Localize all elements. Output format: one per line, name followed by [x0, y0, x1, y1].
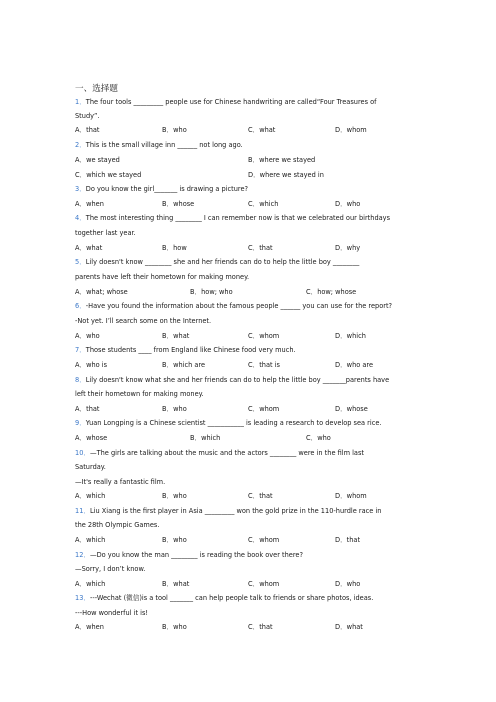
q8-option-d[interactable]: D．whose: [335, 405, 368, 413]
q6-option-d[interactable]: D．which: [335, 332, 366, 340]
q4-option-b[interactable]: B．how: [162, 244, 187, 252]
q9-option-c[interactable]: C．who: [306, 434, 331, 442]
q7-option-b[interactable]: B．which are: [162, 361, 206, 369]
q2-option-b[interactable]: B．where we stayed: [248, 156, 316, 164]
q1-option-b[interactable]: B．who: [162, 126, 187, 134]
q12-option-a[interactable]: A．which: [75, 580, 106, 588]
q3-option-c[interactable]: C．which: [248, 200, 279, 208]
q11-option-b[interactable]: B．who: [162, 536, 187, 544]
question-12-line-1: 12．—Do you know the man ________ is reading the book over there?: [75, 551, 303, 559]
q10-option-b[interactable]: B．who: [162, 492, 187, 500]
q11-option-d[interactable]: D．that: [335, 536, 361, 544]
question-5-line-1: 5．Lily doesn't know ________ she and her friends can do to help the little boy ________: [75, 258, 360, 266]
question-8-line-2: left their hometown for making money.: [75, 390, 204, 398]
question-number: 2．: [75, 141, 86, 149]
q6-option-b[interactable]: B．what: [162, 332, 190, 340]
q12-option-b[interactable]: B．what: [162, 580, 190, 588]
q4-option-a[interactable]: A．what: [75, 244, 103, 252]
question-number: 6．: [75, 302, 86, 310]
q7-option-c[interactable]: C．that is: [248, 361, 280, 369]
q3-option-b[interactable]: B．whose: [162, 200, 195, 208]
question-10-line-3: —It's really a fantastic film.: [75, 478, 166, 486]
question-10-line-1: 10．—The girls are talking about the music and the actors ________ were in the film last: [75, 449, 364, 457]
q10-option-a[interactable]: A．which: [75, 492, 106, 500]
q12-option-d[interactable]: D．who: [335, 580, 361, 588]
q2-option-d[interactable]: D．where we stayed in: [248, 171, 324, 179]
question-number: 10．: [75, 449, 90, 457]
q13-option-c[interactable]: C．that: [248, 623, 273, 631]
q3-option-d[interactable]: D．who: [335, 200, 361, 208]
q7-option-d[interactable]: D．who are: [335, 361, 374, 369]
q10-option-c[interactable]: C．that: [248, 492, 273, 500]
question-number: 12．: [75, 551, 90, 559]
q6-option-a[interactable]: A．who: [75, 332, 100, 340]
q8-option-b[interactable]: B．who: [162, 405, 187, 413]
q10-option-d[interactable]: D．whom: [335, 492, 367, 500]
question-1-line-1: 1．The four tools _________ people use for Chinese handwriting are called“Four Treasures of: [75, 98, 377, 106]
question-4-line-1: 4．The most interesting thing ________ I can remember now is that we celebrated our birthdays: [75, 214, 391, 222]
question-6-line-2: -Not yet. I’ll search some on the Internet.: [75, 317, 212, 325]
q1-option-a[interactable]: A．that: [75, 126, 100, 134]
question-1-line-2: Study”.: [75, 112, 100, 120]
question-5-line-2: parents have left their hometown for making money.: [75, 273, 250, 281]
q5-option-a[interactable]: A．what; whose: [75, 288, 128, 296]
question-3-line-1: 3．Do you know the girl_______ is drawing a picture?: [75, 185, 249, 193]
q1-option-d[interactable]: D．whom: [335, 126, 367, 134]
question-10-line-2: Saturday.: [75, 463, 106, 471]
q5-option-c[interactable]: C．how; whose: [306, 288, 357, 296]
q3-option-a[interactable]: A．when: [75, 200, 104, 208]
question-8-line-1: 8．Lily doesn't know what she and her friends can do to help the little boy _______parents have: [75, 376, 390, 384]
q9-option-b[interactable]: B．which: [190, 434, 221, 442]
q9-option-a[interactable]: A．whose: [75, 434, 108, 442]
question-11-line-2: the 28th Olympic Games.: [75, 521, 160, 529]
question-11-line-1: 11．Liu Xiang is the first player in Asia _________ won the gold prize in the 110-hurdle race in: [75, 507, 382, 515]
question-number: 13．: [75, 594, 90, 602]
question-12-line-2: —Sorry, I don’t know.: [75, 565, 146, 573]
q6-option-c[interactable]: C．whom: [248, 332, 280, 340]
q4-option-d[interactable]: D．why: [335, 244, 361, 252]
question-13-line-2: ---How wonderful it is!: [75, 609, 149, 617]
q13-option-a[interactable]: A．when: [75, 623, 104, 631]
question-number: 4．: [75, 214, 86, 222]
question-number: 3．: [75, 185, 86, 193]
q2-option-a[interactable]: A．we stayed: [75, 156, 120, 164]
q12-option-c[interactable]: C．whom: [248, 580, 280, 588]
question-number: 5．: [75, 258, 86, 266]
question-9-line-1: 9．Yuan Longping is a Chinese scientist ___________ is leading a research to develop sea rice.: [75, 419, 382, 427]
q11-option-c[interactable]: C．whom: [248, 536, 280, 544]
question-number: 11．: [75, 507, 90, 515]
q4-option-c[interactable]: C．that: [248, 244, 273, 252]
question-2-line-1: 2．This is the small village inn ______ not long ago.: [75, 141, 243, 149]
question-number: 1．: [75, 98, 86, 106]
q11-option-a[interactable]: A．which: [75, 536, 106, 544]
question-number: 7．: [75, 346, 86, 354]
q1-option-c[interactable]: C．what: [248, 126, 276, 134]
q5-option-b[interactable]: B．how; who: [190, 288, 233, 296]
q13-option-d[interactable]: D．what: [335, 623, 363, 631]
question-number: 9．: [75, 419, 86, 427]
q8-option-a[interactable]: A．that: [75, 405, 100, 413]
q7-option-a[interactable]: A．who is: [75, 361, 108, 369]
q13-option-b[interactable]: B．who: [162, 623, 187, 631]
section-title: 一、选择题: [75, 84, 118, 94]
question-13-line-1: 13．---Wechat (微信)is a tool _______ can help people talk to friends or share photos, ideas.: [75, 594, 374, 602]
q2-option-c[interactable]: C．which we stayed: [75, 171, 142, 179]
q8-option-c[interactable]: C．whom: [248, 405, 280, 413]
question-4-line-2: together last year.: [75, 229, 136, 237]
question-7-line-1: 7．Those students ____ from England like Chinese food very much.: [75, 346, 296, 354]
question-6-line-1: 6．-Have you found the information about the famous people ______ you can use for the report?: [75, 302, 393, 310]
question-number: 8．: [75, 376, 86, 384]
